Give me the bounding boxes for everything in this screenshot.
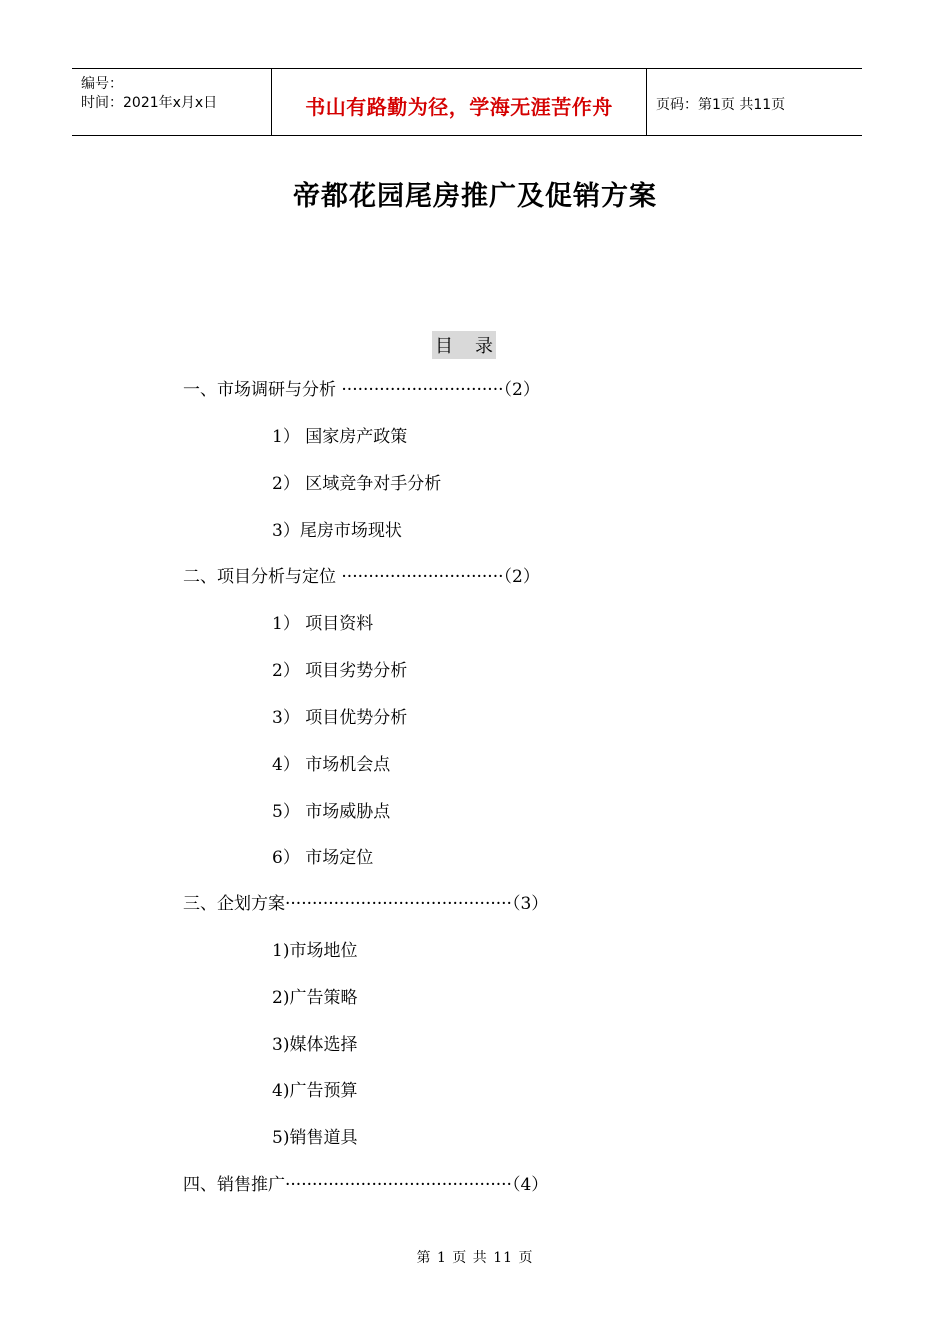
toc-item: 3)媒体选择 — [272, 1035, 358, 1055]
toc-item: 3）尾房市场现状 — [272, 521, 402, 541]
toc-section-2: 二、项目分析与定位 ······························（2） — [183, 567, 540, 587]
document-header — [72, 68, 862, 136]
toc-item: 1） 国家房产政策 — [272, 427, 408, 447]
toc-item: 4)广告预算 — [272, 1081, 358, 1101]
toc-item: 2)广告策略 — [272, 988, 358, 1008]
header-page-cell — [647, 69, 862, 135]
motto-text: 书山有路勤为径，学海无涯苦作舟 — [305, 95, 613, 119]
toc-item: 4） 市场机会点 — [272, 755, 391, 775]
toc-item: 2） 项目劣势分析 — [272, 661, 408, 681]
toc-heading-right: 录 — [475, 336, 493, 357]
toc-section-4: 四、销售推广··········································（4） — [183, 1175, 549, 1195]
page-footer: 第 1 页 共 11 页 — [416, 1250, 534, 1266]
toc-item: 1） 项目资料 — [272, 614, 374, 634]
toc-item: 2） 区域竞争对手分析 — [272, 474, 442, 494]
toc-item: 6） 市场定位 — [272, 848, 374, 868]
header-motto-cell — [272, 69, 647, 135]
time-label: 时间：2021年x月x日 — [81, 95, 218, 111]
toc-section-1: 一、市场调研与分析 ······························（2） — [183, 380, 540, 400]
page-info: 页码：第1页 共11页 — [656, 97, 786, 113]
header-meta-cell — [72, 69, 272, 135]
document-title: 帝都花园尾房推广及促销方案 — [293, 181, 657, 212]
toc-section-3: 三、企划方案··········································（3） — [183, 894, 549, 914]
toc-item: 1)市场地位 — [272, 941, 358, 961]
toc-heading — [432, 331, 496, 359]
toc-heading-left: 目 — [435, 336, 453, 357]
toc-item: 5)销售道具 — [272, 1128, 358, 1148]
toc-item: 5） 市场威胁点 — [272, 802, 391, 822]
number-label: 编号： — [81, 76, 123, 92]
toc-item: 3） 项目优势分析 — [272, 708, 408, 728]
